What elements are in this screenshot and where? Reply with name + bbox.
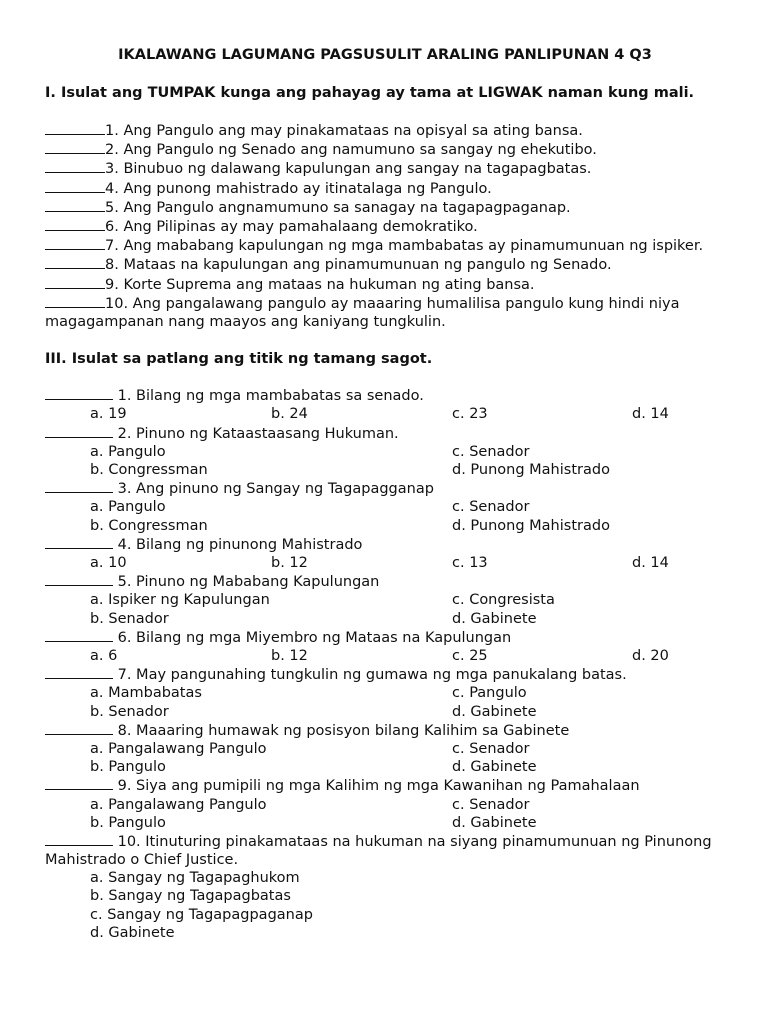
choices-row xyxy=(45,554,735,572)
choices-row xyxy=(45,461,735,479)
choice-b: b. Pangulo xyxy=(90,759,166,776)
choices-row xyxy=(45,703,735,721)
choices-row xyxy=(45,610,735,628)
answer-blank[interactable] xyxy=(45,535,113,549)
choice-d: d. Gabinete xyxy=(452,703,537,720)
answer-blank[interactable] xyxy=(45,140,105,154)
list-item: 6. Ang Pilipinas ay may pamahalaang demokratiko. xyxy=(45,217,735,236)
list-item: 3. Binubuo ng dalawang kapulungan ang sangay na tagapagbatas. xyxy=(45,159,735,178)
choice-b: b. 12 xyxy=(271,554,308,571)
choice-a: a. Ispiker ng Kapulungan xyxy=(90,592,270,609)
choice-d: d. Gabinete xyxy=(452,759,537,776)
choice-d: d. Gabinete xyxy=(452,814,537,831)
answer-blank[interactable] xyxy=(45,479,113,493)
list-item: 7. Ang mababang kapulungan ng mga mambabatas ay pinamumunuan ng ispiker. xyxy=(45,236,735,255)
choice-a: a. Pangulo xyxy=(90,499,166,516)
list-item: 10. Ang pangalawang pangulo ay maaaring humalilisa pangulo kung hindi niya magagampanan nang maayos ang kaniyang tungkulin. xyxy=(45,295,680,331)
list-item: 8. Mataas na kapulungan ang pinamumunuan ng pangulo ng Senado. xyxy=(45,255,735,274)
answer-blank[interactable] xyxy=(45,776,113,790)
worksheet-page xyxy=(45,45,735,942)
choices-row xyxy=(45,405,735,423)
choices-row xyxy=(45,758,735,776)
choices-row xyxy=(45,814,735,832)
question-9: 9. Siya ang pumipili ng mga Kalihim ng mga Kawanihan ng Pamahalaan xyxy=(45,776,735,795)
question-1: 1. Bilang ng mga mambabatas sa senado. xyxy=(45,386,735,405)
choice-b: b. 24 xyxy=(271,406,308,423)
page-title: IKALAWANG LAGUMANG PAGSUSULIT ARALING PANLIPUNAN 4 Q3 xyxy=(118,47,652,63)
choice-d: d. Punong Mahistrado xyxy=(452,462,610,479)
question-3: 3. Ang pinuno ng Sangay ng Tagapagganap xyxy=(45,479,735,498)
choice-a: a. 6 xyxy=(90,647,118,664)
list-item: 1. Ang Pangulo ang may pinakamataas na opisyal sa ating bansa. xyxy=(45,121,735,140)
choice-d: d. 20 xyxy=(632,647,669,664)
choice-c: c. 25 xyxy=(452,647,488,664)
choice-a: a. Sangay ng Tagapaghukom xyxy=(90,870,300,887)
choice-a: a. Pangalawang Pangulo xyxy=(90,796,267,813)
choice-a: a. Pangulo xyxy=(90,443,166,460)
choices-stack xyxy=(45,869,735,942)
answer-blank[interactable] xyxy=(45,236,105,250)
choice-d: d. Punong Mahistrado xyxy=(452,517,610,534)
list-item: 2. Ang Pangulo ng Senado ang namumuno sa sangay ng ehekutibo. xyxy=(45,140,735,159)
choice-c: c. Senador xyxy=(452,443,530,460)
section-3-heading: III. Isulat sa patlang ang titik ng tamang sagot. xyxy=(45,351,433,368)
choices-row xyxy=(45,498,735,516)
choice-c: c. Senador xyxy=(452,740,530,757)
choice-b: b. 12 xyxy=(271,647,308,664)
list-item: 4. Ang punong mahistrado ay itinatalaga ng Pangulo. xyxy=(45,179,735,198)
answer-blank[interactable] xyxy=(45,121,105,135)
choice-b: b. Congressman xyxy=(90,517,208,534)
answer-blank[interactable] xyxy=(45,159,105,173)
choice-c: c. 23 xyxy=(452,406,488,423)
answer-blank[interactable] xyxy=(45,628,113,642)
choices-row xyxy=(45,591,735,609)
answer-blank[interactable] xyxy=(45,832,113,846)
answer-blank[interactable] xyxy=(45,217,105,231)
list-item: 9. Korte Suprema ang mataas na hukuman ng ating bansa. xyxy=(45,275,735,294)
choice-d: d. Gabinete xyxy=(90,924,175,941)
choice-d: d. Gabinete xyxy=(452,610,537,627)
choice-c: c. Pangulo xyxy=(452,685,527,702)
list-item: 5. Ang Pangulo angnamumuno sa sanagay na tagapagpaganap. xyxy=(45,198,735,217)
choices-row xyxy=(45,647,735,665)
choices-row xyxy=(45,517,735,535)
question-6: 6. Bilang ng mga Miyembro ng Mataas na Kapulungan xyxy=(45,628,735,647)
choice-d: d. 14 xyxy=(632,406,669,423)
choice-c: c. Senador xyxy=(452,796,530,813)
answer-blank[interactable] xyxy=(45,572,113,586)
section-1-list xyxy=(45,121,735,331)
question-10: 10. Itinuturing pinakamataas na hukuman na siyang pinamumunuan ng Pinunong Mahistrado o Chief Justice. xyxy=(45,833,712,869)
question-5: 5. Pinuno ng Mababang Kapulungan xyxy=(45,572,735,591)
choice-b: b. Senador xyxy=(90,703,169,720)
choice-a: a. 19 xyxy=(90,406,127,423)
choices-row xyxy=(45,740,735,758)
answer-blank[interactable] xyxy=(45,424,113,438)
choice-b: b. Congressman xyxy=(90,462,208,479)
question-7: 7. May pangunahing tungkulin ng gumawa ng mga panukalang batas. xyxy=(45,665,735,684)
answer-blank[interactable] xyxy=(45,275,105,289)
choice-c: c. 13 xyxy=(452,554,488,571)
choice-b: b. Sangay ng Tagapagbatas xyxy=(90,888,291,905)
question-4: 4. Bilang ng pinunong Mahistrado xyxy=(45,535,735,554)
choices-row xyxy=(45,684,735,702)
section-3-list xyxy=(45,386,735,942)
answer-blank[interactable] xyxy=(45,255,105,269)
choices-row xyxy=(45,796,735,814)
answer-blank[interactable] xyxy=(45,386,113,400)
choice-a: a. 10 xyxy=(90,554,127,571)
section-1-heading: I. Isulat ang TUMPAK kunga ang pahayag ay tama at LIGWAK naman kung mali. xyxy=(45,85,695,101)
answer-blank[interactable] xyxy=(45,665,113,679)
question-2: 2. Pinuno ng Kataastaasang Hukuman. xyxy=(45,424,735,443)
choice-c: c. Senador xyxy=(452,499,530,516)
choice-a: a. Pangalawang Pangulo xyxy=(90,740,267,757)
choice-b: b. Senador xyxy=(90,610,169,627)
choice-a: a. Mambabatas xyxy=(90,685,202,702)
answer-blank[interactable] xyxy=(45,294,105,308)
choice-b: b. Pangulo xyxy=(90,814,166,831)
answer-blank[interactable] xyxy=(45,198,105,212)
choice-c: c. Congresista xyxy=(452,592,555,609)
question-8: 8. Maaaring humawak ng posisyon bilang Kalihim sa Gabinete xyxy=(45,721,735,740)
choice-d: d. 14 xyxy=(632,554,669,571)
choices-row xyxy=(45,443,735,461)
answer-blank[interactable] xyxy=(45,721,113,735)
answer-blank[interactable] xyxy=(45,179,105,193)
choice-c: c. Sangay ng Tagapagpaganap xyxy=(90,906,313,923)
